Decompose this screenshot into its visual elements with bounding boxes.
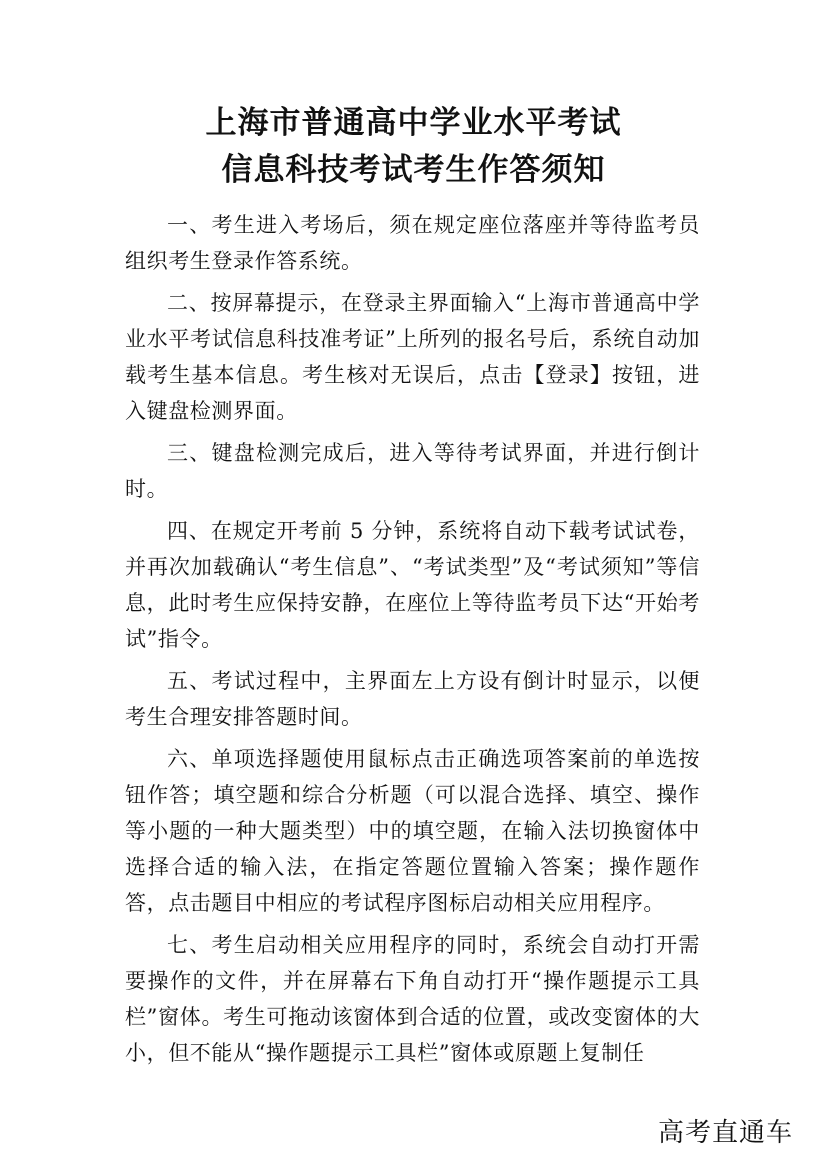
document-title-line-2: 信息科技考试考生作答须知	[221, 152, 606, 188]
document-body	[125, 207, 700, 1077]
paragraph-5: 五、考试过程中，主界面左上方设有倒计时显示，以便考生合理安排答题时间。	[125, 669, 700, 729]
paragraph-6: 六、单项选择题使用鼠标点击正确选项答案前的单选按钮作答；填空题和综合分析题（可以混合选择、填空、操作等小题的一种大题类型）中的填空题，在输入法切换窗体中选择合适的输入法，在指定答题位置输入答案；操作题作答，点击题目中相应的考试程序图标启动相关应用程序。	[125, 747, 700, 915]
paragraph-4: 四、在规定开考前 5 分钟，系统将自动下载考试试卷，并再次加载确认“考生信息”、“考试类型”及“考试须知”等信息，此时考生应保持安静，在座位上等待监考员下达“开始考试”指令。	[125, 519, 700, 651]
paragraph-2: 二、按屏幕提示，在登录主界面输入“上海市普通高中学业水平考试信息科技准考证”上所列的报名号后，系统自动加载考生基本信息。考生核对无误后，点击【登录】按钮，进入键盘检测界面。	[125, 291, 700, 423]
paragraph-7: 七、考生启动相关应用程序的同时，系统会自动打开需要操作的文件，并在屏幕右下角自动打开“操作题提示工具栏”窗体。考生可拖动该窗体到合适的位置，或改变窗体的大小，但不能从“操作题提示工具栏”窗体或原题上复制任	[125, 933, 700, 1065]
paragraph-1: 一、考生进入考场后，须在规定座位落座并等待监考员组织考生登录作答系统。	[125, 213, 700, 273]
paragraph-3: 三、键盘检测完成后，进入等待考试界面，并进行倒计时。	[125, 441, 700, 501]
watermark-text: 高考直通车	[652, 1110, 799, 1151]
document-title-line-1: 上海市普通高中学业水平考试	[205, 105, 622, 141]
